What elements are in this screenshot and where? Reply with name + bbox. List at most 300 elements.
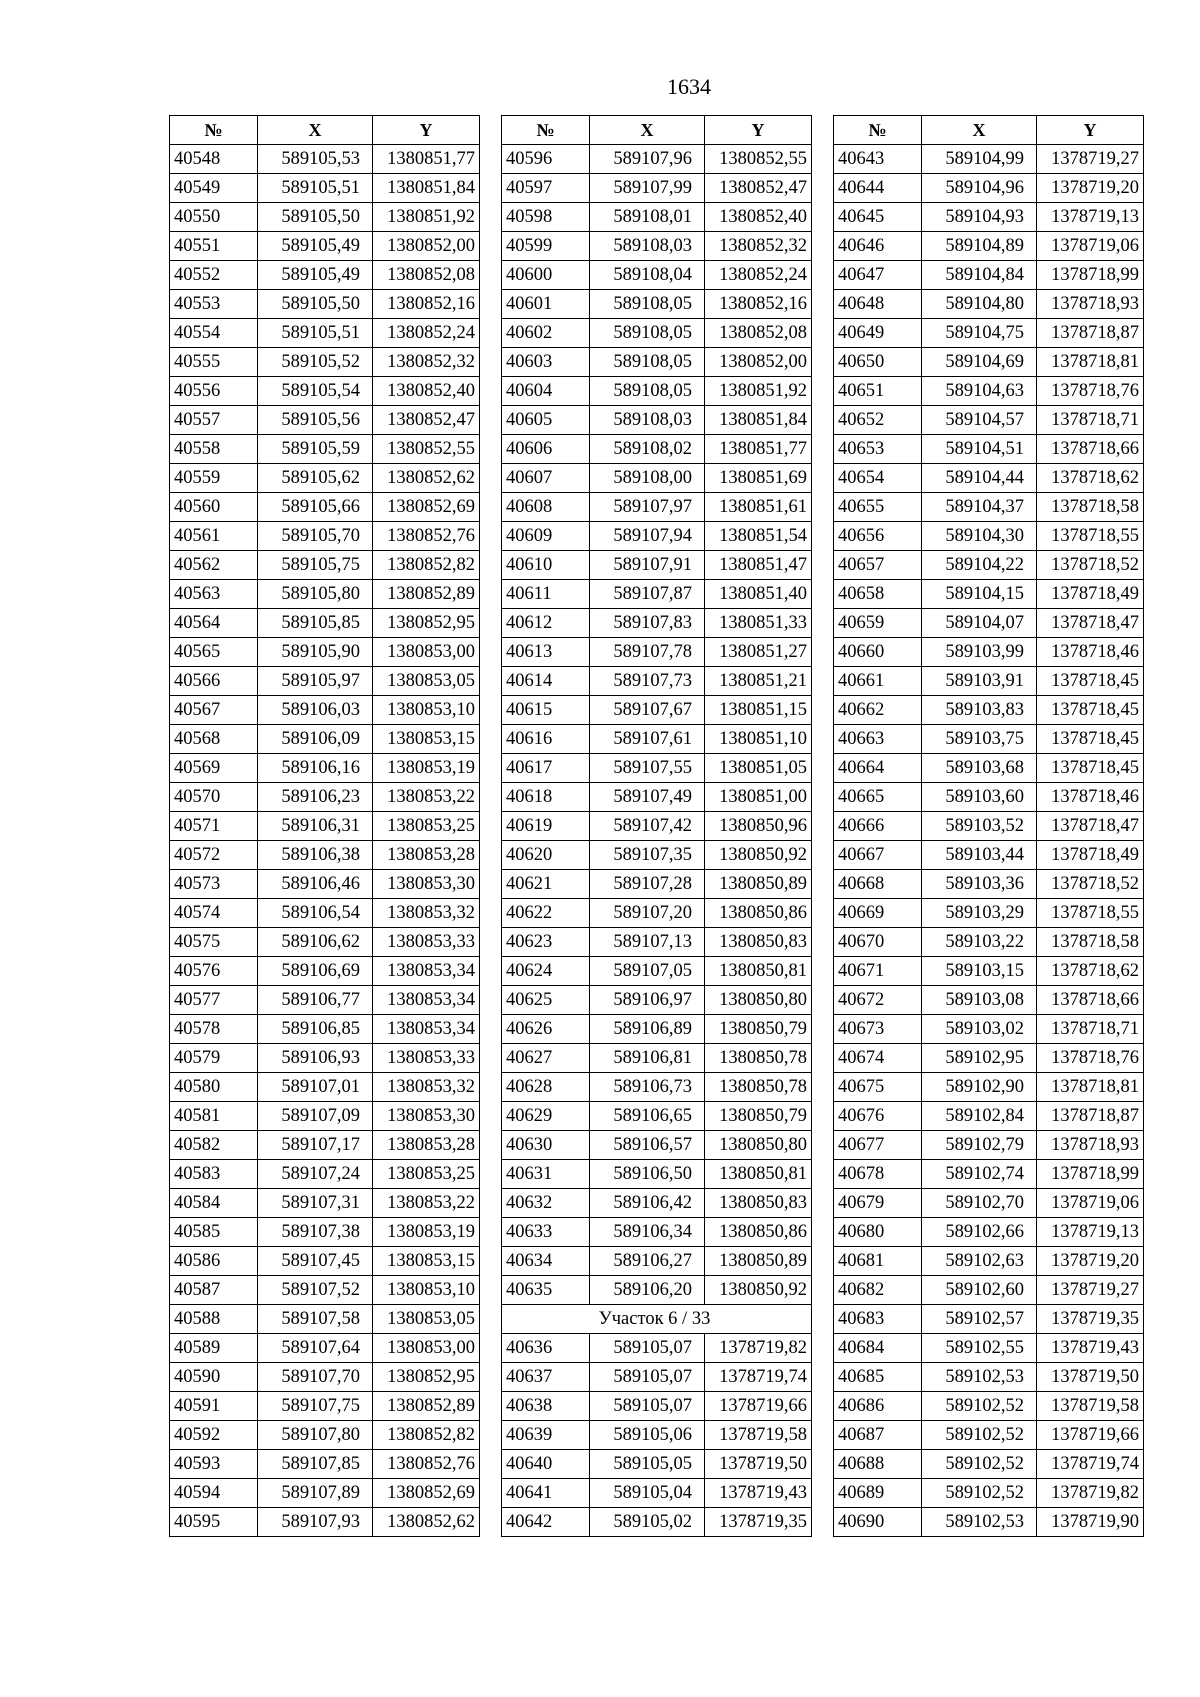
x-coordinate-cell: 589103,91	[922, 667, 1037, 696]
point-number-cell: 40601	[502, 290, 590, 319]
table-row	[170, 406, 480, 435]
point-number-cell: 40689	[834, 1479, 922, 1508]
table-row	[834, 377, 1144, 406]
table-row	[170, 1305, 480, 1334]
point-number-cell: 40577	[170, 986, 258, 1015]
x-coordinate-cell: 589102,63	[922, 1247, 1037, 1276]
point-number-cell: 40578	[170, 1015, 258, 1044]
table-row	[502, 1392, 812, 1421]
point-number-cell: 40618	[502, 783, 590, 812]
y-coordinate-cell: 1378719,74	[705, 1363, 812, 1392]
x-coordinate-cell: 589103,52	[922, 812, 1037, 841]
y-coordinate-cell: 1378718,62	[1037, 464, 1144, 493]
y-coordinate-cell: 1380853,05	[373, 1305, 480, 1334]
table-row	[834, 435, 1144, 464]
y-coordinate-cell: 1380851,54	[705, 522, 812, 551]
table-row	[502, 696, 812, 725]
x-coordinate-cell: 589107,05	[590, 957, 705, 986]
table-row	[170, 1334, 480, 1363]
coordinates-table-3	[833, 115, 1144, 1537]
x-coordinate-cell: 589108,00	[590, 464, 705, 493]
y-coordinate-cell: 1378718,87	[1037, 1102, 1144, 1131]
x-coordinate-cell: 589107,13	[590, 928, 705, 957]
table-row	[170, 1392, 480, 1421]
table-row	[502, 551, 812, 580]
y-coordinate-cell: 1380853,19	[373, 754, 480, 783]
section-label: Участок 6 / 33	[502, 1305, 812, 1334]
y-coordinate-cell: 1380851,84	[373, 174, 480, 203]
y-coordinate-cell: 1380853,28	[373, 1131, 480, 1160]
x-coordinate-cell: 589107,17	[258, 1131, 373, 1160]
point-number-cell: 40593	[170, 1450, 258, 1479]
x-coordinate-cell: 589107,78	[590, 638, 705, 667]
table-row	[502, 1421, 812, 1450]
x-coordinate-cell: 589103,02	[922, 1015, 1037, 1044]
y-coordinate-cell: 1380853,22	[373, 783, 480, 812]
point-number-cell: 40637	[502, 1363, 590, 1392]
x-coordinate-cell: 589105,06	[590, 1421, 705, 1450]
y-coordinate-cell: 1380852,95	[373, 609, 480, 638]
header-y: Y	[705, 116, 812, 145]
table-row	[834, 580, 1144, 609]
x-coordinate-cell: 589107,75	[258, 1392, 373, 1421]
x-coordinate-cell: 589102,52	[922, 1479, 1037, 1508]
table-row	[170, 1508, 480, 1537]
point-number-cell: 40602	[502, 319, 590, 348]
y-coordinate-cell: 1380853,19	[373, 1218, 480, 1247]
y-coordinate-cell: 1378719,50	[705, 1450, 812, 1479]
y-coordinate-cell: 1380850,80	[705, 986, 812, 1015]
y-coordinate-cell: 1378718,49	[1037, 580, 1144, 609]
table-row	[834, 1131, 1144, 1160]
x-coordinate-cell: 589106,38	[258, 841, 373, 870]
point-number-cell: 40660	[834, 638, 922, 667]
point-number-cell: 40643	[834, 145, 922, 174]
table-row	[502, 957, 812, 986]
x-coordinate-cell: 589104,15	[922, 580, 1037, 609]
table-row	[170, 464, 480, 493]
y-coordinate-cell: 1378718,93	[1037, 290, 1144, 319]
x-coordinate-cell: 589104,93	[922, 203, 1037, 232]
point-number-cell: 40607	[502, 464, 590, 493]
point-number-cell: 40629	[502, 1102, 590, 1131]
point-number-cell: 40667	[834, 841, 922, 870]
point-number-cell: 40572	[170, 841, 258, 870]
x-coordinate-cell: 589105,75	[258, 551, 373, 580]
y-coordinate-cell: 1380850,96	[705, 812, 812, 841]
point-number-cell: 40575	[170, 928, 258, 957]
y-coordinate-cell: 1378718,81	[1037, 1073, 1144, 1102]
y-coordinate-cell: 1380852,00	[705, 348, 812, 377]
y-coordinate-cell: 1378718,55	[1037, 522, 1144, 551]
table-row	[502, 1102, 812, 1131]
table-row	[502, 261, 812, 290]
y-coordinate-cell: 1380852,00	[373, 232, 480, 261]
x-coordinate-cell: 589102,84	[922, 1102, 1037, 1131]
x-coordinate-cell: 589107,35	[590, 841, 705, 870]
y-coordinate-cell: 1378718,71	[1037, 1015, 1144, 1044]
x-coordinate-cell: 589102,60	[922, 1276, 1037, 1305]
x-coordinate-cell: 589105,49	[258, 261, 373, 290]
x-coordinate-cell: 589107,45	[258, 1247, 373, 1276]
x-coordinate-cell: 589107,97	[590, 493, 705, 522]
point-number-cell: 40555	[170, 348, 258, 377]
x-coordinate-cell: 589107,89	[258, 1479, 373, 1508]
table-row	[834, 493, 1144, 522]
table-row	[170, 899, 480, 928]
y-coordinate-cell: 1380850,92	[705, 1276, 812, 1305]
x-coordinate-cell: 589103,29	[922, 899, 1037, 928]
point-number-cell: 40632	[502, 1189, 590, 1218]
table-row	[834, 1276, 1144, 1305]
point-number-cell: 40659	[834, 609, 922, 638]
x-coordinate-cell: 589105,54	[258, 377, 373, 406]
table-row	[834, 957, 1144, 986]
y-coordinate-cell: 1378718,45	[1037, 725, 1144, 754]
point-number-cell: 40624	[502, 957, 590, 986]
x-coordinate-cell: 589102,79	[922, 1131, 1037, 1160]
y-coordinate-cell: 1380852,62	[373, 1508, 480, 1537]
table-row	[170, 1363, 480, 1392]
table-row	[834, 638, 1144, 667]
table-header-row	[834, 116, 1144, 145]
table-row	[502, 1450, 812, 1479]
y-coordinate-cell: 1380852,76	[373, 1450, 480, 1479]
x-coordinate-cell: 589106,31	[258, 812, 373, 841]
x-coordinate-cell: 589108,04	[590, 261, 705, 290]
y-coordinate-cell: 1380850,86	[705, 899, 812, 928]
point-number-cell: 40550	[170, 203, 258, 232]
table-row	[170, 1421, 480, 1450]
x-coordinate-cell: 589103,44	[922, 841, 1037, 870]
table-row	[502, 1334, 812, 1363]
x-coordinate-cell: 589107,20	[590, 899, 705, 928]
x-coordinate-cell: 589104,89	[922, 232, 1037, 261]
table-row	[170, 1015, 480, 1044]
table-row	[170, 1479, 480, 1508]
x-coordinate-cell: 589107,99	[590, 174, 705, 203]
table-header-row	[502, 116, 812, 145]
point-number-cell: 40579	[170, 1044, 258, 1073]
y-coordinate-cell: 1380852,40	[373, 377, 480, 406]
y-coordinate-cell: 1378718,93	[1037, 1131, 1144, 1160]
y-coordinate-cell: 1380853,10	[373, 1276, 480, 1305]
table-row	[170, 377, 480, 406]
point-number-cell: 40652	[834, 406, 922, 435]
table-row	[834, 1015, 1144, 1044]
x-coordinate-cell: 589105,62	[258, 464, 373, 493]
point-number-cell: 40620	[502, 841, 590, 870]
x-coordinate-cell: 589104,37	[922, 493, 1037, 522]
y-coordinate-cell: 1380851,10	[705, 725, 812, 754]
x-coordinate-cell: 589102,55	[922, 1334, 1037, 1363]
table-row	[502, 406, 812, 435]
y-coordinate-cell: 1378719,06	[1037, 1189, 1144, 1218]
y-coordinate-cell: 1380852,08	[705, 319, 812, 348]
x-coordinate-cell: 589105,51	[258, 319, 373, 348]
table-row	[170, 638, 480, 667]
table-row	[502, 986, 812, 1015]
x-coordinate-cell: 589102,52	[922, 1392, 1037, 1421]
y-coordinate-cell: 1380853,30	[373, 1102, 480, 1131]
point-number-cell: 40636	[502, 1334, 590, 1363]
table-row	[170, 551, 480, 580]
y-coordinate-cell: 1378719,82	[705, 1334, 812, 1363]
point-number-cell: 40609	[502, 522, 590, 551]
table-row	[502, 1160, 812, 1189]
y-coordinate-cell: 1380850,78	[705, 1073, 812, 1102]
x-coordinate-cell: 589103,68	[922, 754, 1037, 783]
table-row	[170, 1073, 480, 1102]
y-coordinate-cell: 1378719,20	[1037, 1247, 1144, 1276]
point-number-cell: 40559	[170, 464, 258, 493]
x-coordinate-cell: 589106,93	[258, 1044, 373, 1073]
x-coordinate-cell: 589102,90	[922, 1073, 1037, 1102]
point-number-cell: 40570	[170, 783, 258, 812]
table-row	[502, 232, 812, 261]
table-row	[834, 551, 1144, 580]
table-row	[170, 1044, 480, 1073]
point-number-cell: 40681	[834, 1247, 922, 1276]
table-row	[170, 522, 480, 551]
y-coordinate-cell: 1378718,99	[1037, 1160, 1144, 1189]
point-number-cell: 40561	[170, 522, 258, 551]
y-coordinate-cell: 1378718,58	[1037, 928, 1144, 957]
y-coordinate-cell: 1378719,50	[1037, 1363, 1144, 1392]
y-coordinate-cell: 1378719,20	[1037, 174, 1144, 203]
x-coordinate-cell: 589107,49	[590, 783, 705, 812]
x-coordinate-cell: 589104,96	[922, 174, 1037, 203]
x-coordinate-cell: 589105,05	[590, 1450, 705, 1479]
x-coordinate-cell: 589102,66	[922, 1218, 1037, 1247]
point-number-cell: 40596	[502, 145, 590, 174]
point-number-cell: 40604	[502, 377, 590, 406]
point-number-cell: 40626	[502, 1015, 590, 1044]
x-coordinate-cell: 589107,96	[590, 145, 705, 174]
table-row	[502, 812, 812, 841]
table-row	[834, 986, 1144, 1015]
point-number-cell: 40569	[170, 754, 258, 783]
point-number-cell: 40606	[502, 435, 590, 464]
x-coordinate-cell: 589107,31	[258, 1189, 373, 1218]
x-coordinate-cell: 589106,09	[258, 725, 373, 754]
y-coordinate-cell: 1380853,33	[373, 1044, 480, 1073]
x-coordinate-cell: 589106,34	[590, 1218, 705, 1247]
table-row	[502, 754, 812, 783]
point-number-cell: 40657	[834, 551, 922, 580]
point-number-cell: 40557	[170, 406, 258, 435]
point-number-cell: 40587	[170, 1276, 258, 1305]
table-row	[502, 928, 812, 957]
y-coordinate-cell: 1378718,52	[1037, 870, 1144, 899]
table-row	[834, 1450, 1144, 1479]
table-row	[502, 1247, 812, 1276]
table-row	[502, 435, 812, 464]
table-row	[502, 638, 812, 667]
x-coordinate-cell: 589105,51	[258, 174, 373, 203]
point-number-cell: 40563	[170, 580, 258, 609]
table-row	[502, 725, 812, 754]
y-coordinate-cell: 1380851,92	[705, 377, 812, 406]
y-coordinate-cell: 1380850,89	[705, 870, 812, 899]
point-number-cell: 40662	[834, 696, 922, 725]
table-row	[170, 493, 480, 522]
point-number-cell: 40684	[834, 1334, 922, 1363]
x-coordinate-cell: 589105,59	[258, 435, 373, 464]
point-number-cell: 40584	[170, 1189, 258, 1218]
table-row	[834, 1334, 1144, 1363]
header-number: №	[170, 116, 258, 145]
table-row	[834, 725, 1144, 754]
table-row	[170, 812, 480, 841]
point-number-cell: 40591	[170, 1392, 258, 1421]
table-row	[834, 348, 1144, 377]
point-number-cell: 40628	[502, 1073, 590, 1102]
x-coordinate-cell: 589107,24	[258, 1160, 373, 1189]
x-coordinate-cell: 589106,73	[590, 1073, 705, 1102]
point-number-cell: 40688	[834, 1450, 922, 1479]
y-coordinate-cell: 1380852,32	[705, 232, 812, 261]
y-coordinate-cell: 1380853,22	[373, 1189, 480, 1218]
table-row	[170, 1276, 480, 1305]
table-row	[502, 870, 812, 899]
x-coordinate-cell: 589108,03	[590, 406, 705, 435]
table-row	[502, 609, 812, 638]
table-row	[834, 1508, 1144, 1537]
x-coordinate-cell: 589107,91	[590, 551, 705, 580]
point-number-cell: 40608	[502, 493, 590, 522]
y-coordinate-cell: 1380851,84	[705, 406, 812, 435]
point-number-cell: 40634	[502, 1247, 590, 1276]
point-number-cell: 40622	[502, 899, 590, 928]
x-coordinate-cell: 589107,52	[258, 1276, 373, 1305]
x-coordinate-cell: 589107,70	[258, 1363, 373, 1392]
y-coordinate-cell: 1378718,45	[1037, 696, 1144, 725]
y-coordinate-cell: 1378718,45	[1037, 754, 1144, 783]
y-coordinate-cell: 1378718,47	[1037, 812, 1144, 841]
x-coordinate-cell: 589106,42	[590, 1189, 705, 1218]
x-coordinate-cell: 589104,30	[922, 522, 1037, 551]
x-coordinate-cell: 589103,08	[922, 986, 1037, 1015]
table-row	[502, 203, 812, 232]
table-row	[502, 493, 812, 522]
y-coordinate-cell: 1380850,81	[705, 1160, 812, 1189]
point-number-cell: 40558	[170, 435, 258, 464]
y-coordinate-cell: 1378718,45	[1037, 667, 1144, 696]
point-number-cell: 40603	[502, 348, 590, 377]
y-coordinate-cell: 1378719,35	[705, 1508, 812, 1537]
table-row	[170, 1450, 480, 1479]
x-coordinate-cell: 589103,75	[922, 725, 1037, 754]
table-row	[834, 667, 1144, 696]
x-coordinate-cell: 589107,93	[258, 1508, 373, 1537]
y-coordinate-cell: 1378719,27	[1037, 145, 1144, 174]
point-number-cell: 40588	[170, 1305, 258, 1334]
y-coordinate-cell: 1380852,16	[705, 290, 812, 319]
x-coordinate-cell: 589106,85	[258, 1015, 373, 1044]
x-coordinate-cell: 589104,22	[922, 551, 1037, 580]
table-row	[170, 696, 480, 725]
point-number-cell: 40658	[834, 580, 922, 609]
x-coordinate-cell: 589105,56	[258, 406, 373, 435]
x-coordinate-cell: 589102,57	[922, 1305, 1037, 1334]
x-coordinate-cell: 589104,80	[922, 290, 1037, 319]
table-row	[502, 1276, 812, 1305]
y-coordinate-cell: 1380851,27	[705, 638, 812, 667]
table-row	[834, 464, 1144, 493]
table-row	[502, 319, 812, 348]
point-number-cell: 40639	[502, 1421, 590, 1450]
x-coordinate-cell: 589107,42	[590, 812, 705, 841]
y-coordinate-cell: 1380852,47	[705, 174, 812, 203]
y-coordinate-cell: 1378719,35	[1037, 1305, 1144, 1334]
point-number-cell: 40650	[834, 348, 922, 377]
y-coordinate-cell: 1380853,34	[373, 1015, 480, 1044]
y-coordinate-cell: 1378719,90	[1037, 1508, 1144, 1537]
y-coordinate-cell: 1378718,46	[1037, 783, 1144, 812]
x-coordinate-cell: 589105,50	[258, 203, 373, 232]
y-coordinate-cell: 1378718,62	[1037, 957, 1144, 986]
point-number-cell: 40560	[170, 493, 258, 522]
y-coordinate-cell: 1380852,82	[373, 551, 480, 580]
y-coordinate-cell: 1380853,15	[373, 1247, 480, 1276]
point-number-cell: 40625	[502, 986, 590, 1015]
table-row	[834, 696, 1144, 725]
point-number-cell: 40672	[834, 986, 922, 1015]
point-number-cell: 40671	[834, 957, 922, 986]
x-coordinate-cell: 589106,54	[258, 899, 373, 928]
table-row	[170, 870, 480, 899]
point-number-cell: 40664	[834, 754, 922, 783]
table-row	[834, 1479, 1144, 1508]
table-row	[502, 464, 812, 493]
table-row	[170, 1189, 480, 1218]
table-row	[502, 348, 812, 377]
point-number-cell: 40630	[502, 1131, 590, 1160]
x-coordinate-cell: 589107,67	[590, 696, 705, 725]
point-number-cell: 40661	[834, 667, 922, 696]
table-row	[834, 319, 1144, 348]
x-coordinate-cell: 589105,90	[258, 638, 373, 667]
y-coordinate-cell: 1380852,62	[373, 464, 480, 493]
point-number-cell: 40580	[170, 1073, 258, 1102]
y-coordinate-cell: 1380853,10	[373, 696, 480, 725]
x-coordinate-cell: 589105,66	[258, 493, 373, 522]
coordinates-table-2	[501, 115, 812, 1537]
y-coordinate-cell: 1380853,15	[373, 725, 480, 754]
point-number-cell: 40653	[834, 435, 922, 464]
x-coordinate-cell: 589106,81	[590, 1044, 705, 1073]
x-coordinate-cell: 589107,83	[590, 609, 705, 638]
point-number-cell: 40566	[170, 667, 258, 696]
x-coordinate-cell: 589105,52	[258, 348, 373, 377]
table-row	[170, 667, 480, 696]
point-number-cell: 40690	[834, 1508, 922, 1537]
table-row	[834, 145, 1144, 174]
x-coordinate-cell: 589107,28	[590, 870, 705, 899]
point-number-cell: 40597	[502, 174, 590, 203]
y-coordinate-cell: 1380851,15	[705, 696, 812, 725]
y-coordinate-cell: 1378719,13	[1037, 203, 1144, 232]
table-row	[170, 290, 480, 319]
x-coordinate-cell: 589108,05	[590, 290, 705, 319]
table-row	[502, 667, 812, 696]
point-number-cell: 40645	[834, 203, 922, 232]
table-row	[834, 609, 1144, 638]
point-number-cell: 40551	[170, 232, 258, 261]
point-number-cell: 40673	[834, 1015, 922, 1044]
x-coordinate-cell: 589108,02	[590, 435, 705, 464]
